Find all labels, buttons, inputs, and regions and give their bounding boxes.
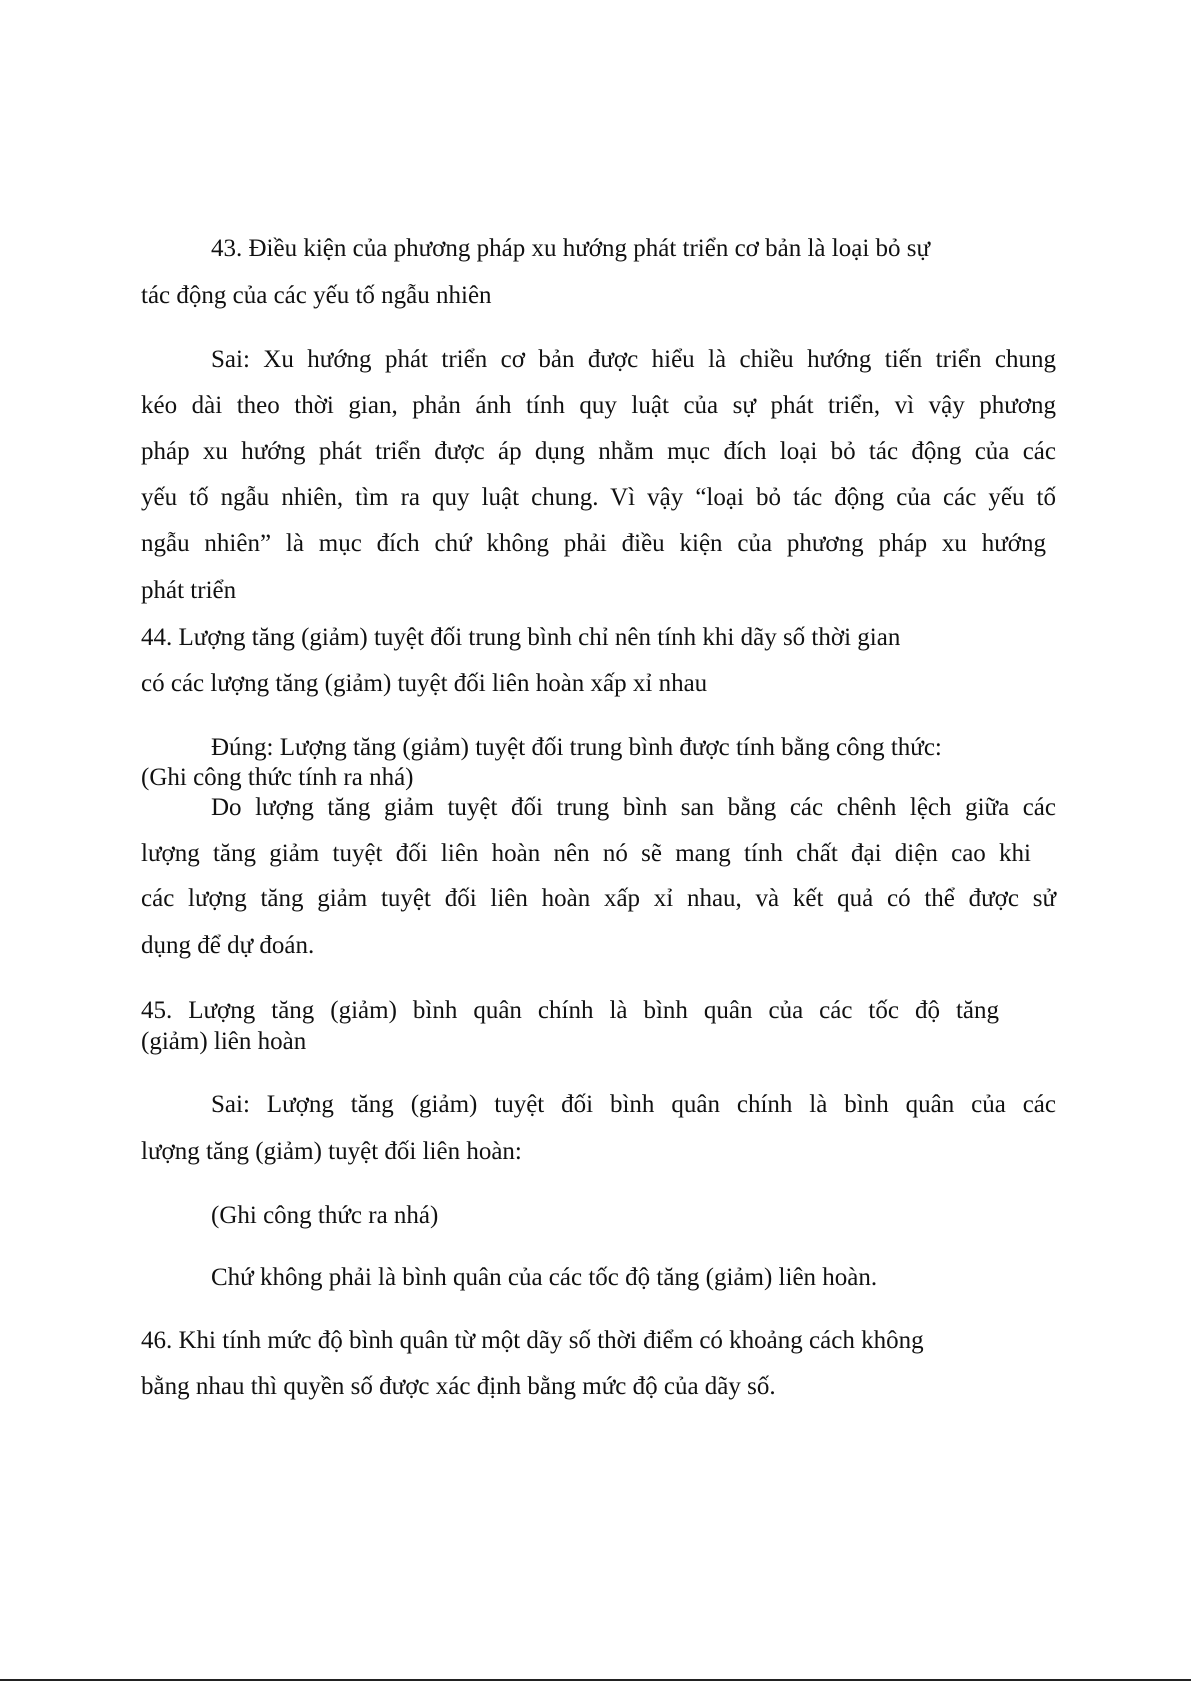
answer-44-line-2: (Ghi công thức tính ra nhá) bbox=[141, 764, 414, 791]
question-45-line-2: (giảm) liên hoàn bbox=[141, 1028, 307, 1055]
answer-45-line-4: Chứ không phải là bình quân của các tốc độ tăng (giảm) liên hoàn. bbox=[211, 1264, 878, 1291]
answer-43-line-3: pháp xu hướng phát triển được áp dụng nhằm mục đích loại bỏ tác động của các bbox=[141, 438, 1056, 465]
question-44-line-2: có các lượng tăng (giảm) tuyệt đối liên hoàn xấp xỉ nhau bbox=[141, 670, 708, 697]
answer-44-line-1: Đúng: Lượng tăng (giảm) tuyệt đối trung bình được tính bằng công thức: bbox=[211, 734, 942, 761]
question-46-line-2: bằng nhau thì quyền số được xác định bằng mức độ của dãy số. bbox=[141, 1373, 776, 1400]
answer-44-line-4: lượng tăng giảm tuyệt đối liên hoàn nên nó sẽ mang tính chất đại diện cao khi bbox=[141, 840, 1031, 867]
answer-43-line-4: yếu tố ngẫu nhiên, tìm ra quy luật chung. Vì vậy “loại bỏ tác động của các yếu tố bbox=[141, 484, 1056, 511]
answer-44-line-6: dụng để dự đoán. bbox=[141, 932, 315, 959]
answer-43-line-2: kéo dài theo thời gian, phản ánh tính quy luật của sự phát triển, vì vậy phương bbox=[141, 392, 1056, 419]
question-44-line-1: 44. Lượng tăng (giảm) tuyệt đối trung bình chỉ nên tính khi dãy số thời gian bbox=[141, 624, 901, 651]
answer-43-line-1: Sai: Xu hướng phát triển cơ bản được hiểu là chiều hướng tiến triển chung bbox=[211, 346, 1056, 373]
question-45-line-1: 45. Lượng tăng (giảm) bình quân chính là bình quân của các tốc độ tăng bbox=[141, 997, 999, 1024]
question-43-line-2: tác động của các yếu tố ngẫu nhiên bbox=[141, 282, 492, 309]
answer-45-line-3: (Ghi công thức ra nhá) bbox=[211, 1202, 439, 1229]
answer-45-line-2: lượng tăng (giảm) tuyệt đối liên hoàn: bbox=[141, 1138, 522, 1165]
answer-43-line-6: phát triển bbox=[141, 577, 237, 604]
bottom-page-edge bbox=[0, 1679, 1191, 1681]
answer-44-line-5: các lượng tăng giảm tuyệt đối liên hoàn xấp xỉ nhau, và kết quả có thể được sử bbox=[141, 885, 1056, 912]
answer-44-line-3: Do lượng tăng giảm tuyệt đối trung bình san bằng các chênh lệch giữa các bbox=[211, 794, 1056, 821]
answer-43-line-5: ngẫu nhiên” là mục đích chứ không phải điều kiện của phương pháp xu hướng bbox=[141, 530, 1046, 557]
question-46-line-1: 46. Khi tính mức độ bình quân từ một dãy số thời điểm có khoảng cách không bbox=[141, 1327, 924, 1354]
question-43-line-1: 43. Điều kiện của phương pháp xu hướng phát triển cơ bản là loại bỏ sự bbox=[211, 235, 931, 262]
answer-45-line-1: Sai: Lượng tăng (giảm) tuyệt đối bình quân chính là bình quân của các bbox=[211, 1091, 1056, 1118]
